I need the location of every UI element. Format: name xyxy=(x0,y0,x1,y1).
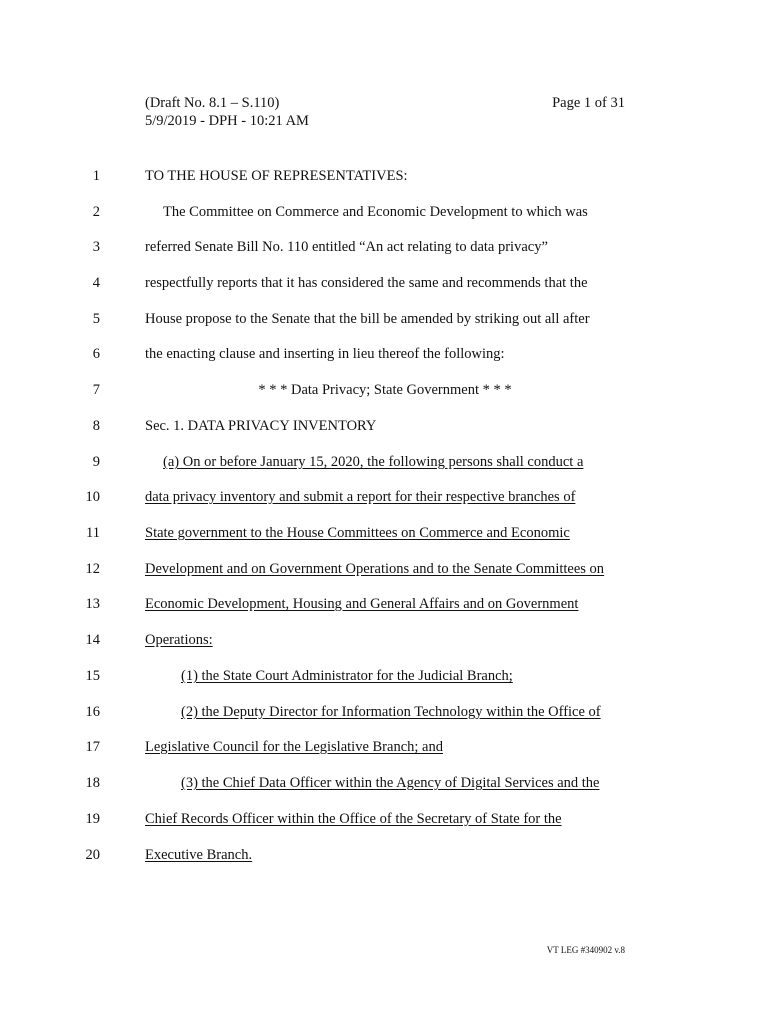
section-divider-heading: * * * Data Privacy; State Government * * * xyxy=(258,382,512,398)
line xyxy=(0,273,770,293)
line-number: 9 xyxy=(92,454,100,470)
line-number: 12 xyxy=(85,561,100,577)
line xyxy=(0,737,770,757)
line xyxy=(0,344,770,364)
line-number: 6 xyxy=(92,346,100,362)
line xyxy=(0,487,770,507)
page-indicator: Page 1 of 31 xyxy=(552,95,625,111)
line-number: 18 xyxy=(85,775,100,791)
line-number: 5 xyxy=(92,311,100,327)
line-text: State government to the House Committees on Commerce and Economic xyxy=(145,525,570,541)
line xyxy=(0,166,770,186)
document-id-footer: VT LEG #340902 v.8 xyxy=(546,945,625,955)
line-number: 2 xyxy=(92,204,100,220)
line xyxy=(0,809,770,829)
line-number: 1 xyxy=(92,168,100,184)
line-number: 17 xyxy=(85,739,100,755)
line-text: Chief Records Officer within the Office of the Secretary of State for the xyxy=(145,811,562,827)
line xyxy=(0,309,770,329)
line-number: 4 xyxy=(92,275,100,291)
line-number: 10 xyxy=(85,489,100,505)
line xyxy=(0,416,770,436)
line-text: House propose to the Senate that the bill be amended by striking out all after xyxy=(145,311,590,327)
line-text: respectfully reports that it has considered the same and recommends that the xyxy=(145,275,588,291)
line-text: Legislative Council for the Legislative Branch; and xyxy=(145,739,443,755)
line xyxy=(0,523,770,543)
line-text: (a) On or before January 15, 2020, the following persons shall conduct a xyxy=(163,454,584,470)
line-number: 11 xyxy=(86,525,100,541)
line-number: 3 xyxy=(92,239,100,255)
line-text: (1) the State Court Administrator for the Judicial Branch; xyxy=(181,668,513,684)
line-text: TO THE HOUSE OF REPRESENTATIVES: xyxy=(145,168,408,184)
line-text: (2) the Deputy Director for Information Technology within the Office of xyxy=(181,704,601,720)
line-text: Development and on Government Operations and to the Senate Committees on xyxy=(145,561,605,577)
line-text: Executive Branch. xyxy=(145,847,253,863)
line xyxy=(0,845,770,865)
line-number: 14 xyxy=(85,632,100,648)
line xyxy=(0,666,770,686)
line-text: referred Senate Bill No. 110 entitled “An act relating to data privacy” xyxy=(145,239,548,255)
document-header xyxy=(145,94,309,130)
line-number: 13 xyxy=(85,596,100,612)
line xyxy=(0,630,770,650)
line-text: The Committee on Commerce and Economic Development to which was xyxy=(163,204,588,220)
line-number: 15 xyxy=(85,668,100,684)
line-text: Operations: xyxy=(145,632,213,648)
section-heading: Sec. 1. DATA PRIVACY INVENTORY xyxy=(145,418,377,434)
line xyxy=(0,452,770,472)
line xyxy=(0,202,770,222)
line-text: the enacting clause and inserting in lieu thereof the following: xyxy=(145,346,505,362)
line-text: data privacy inventory and submit a report for their respective branches of xyxy=(145,489,576,505)
line-number: 8 xyxy=(92,418,100,434)
line-number: 20 xyxy=(85,847,100,863)
line xyxy=(0,773,770,793)
draft-number: (Draft No. 8.1 – S.110) xyxy=(145,95,280,111)
line-number: 19 xyxy=(85,811,100,827)
line-number: 16 xyxy=(85,704,100,720)
line-text: Economic Development, Housing and General Affairs and on Government xyxy=(145,596,579,612)
line xyxy=(0,380,770,400)
line-number: 7 xyxy=(92,382,100,398)
line xyxy=(0,594,770,614)
line-text: (3) the Chief Data Officer within the Agency of Digital Services and the xyxy=(181,775,600,791)
line xyxy=(0,237,770,257)
line xyxy=(0,559,770,579)
draft-date: 5/9/2019 - DPH - 10:21 AM xyxy=(145,113,309,129)
line xyxy=(0,702,770,722)
